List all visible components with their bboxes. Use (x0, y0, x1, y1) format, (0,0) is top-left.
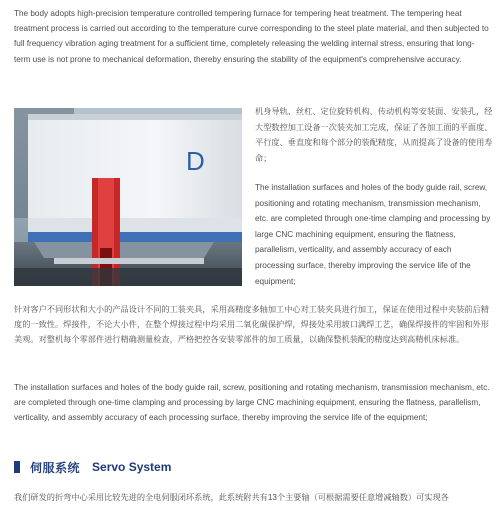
fixture-welding-paragraph-cn: 针对客户不同形状和大小的产品设计不同的工装夹具，采用高精度多轴加工中心对工装夹具进行加工，保证在使用过程中夹装前后精度的一致性。焊接件，不论大小件，在整个焊接过程中均采用二氧化碳保护焊，焊接处采用坡口满焊工艺，确保焊接件的牢固和外形美观。对整机每个零部件进行精确测量检查，严格把控各安装零部件的加工质量，以确保整机装配的精度达到高精机床标准。 (14, 305, 489, 345)
machine-letter: D (186, 146, 205, 176)
heat-treatment-paragraph: The body adopts high-precision temperature controlled tempering furnace for tempering heat treatment. The tempering heat treatment process is carried out according to the temperature curve corresponding to the steel plate material, and then subjected to full frequency vibration aging treatment for a sufficient time, completely releasing the welding internal stress, ensuring that long-term use is not prone to mechanical deformation, thereby ensuring the stability of the equipment's comprehensive accuracy. (14, 9, 489, 64)
section-title-en: Servo System (92, 460, 172, 474)
servo-intro-paragraph: 我们研发的折弯中心采用比较先进的全电伺服闭环系统，此系统附共有13个主要轴（可根据需要任意增减轴数）可实现各 (14, 493, 449, 502)
servo-system-heading (14, 458, 171, 476)
machine-photo (14, 108, 242, 286)
machining-paragraph-en-2: The installation surfaces and holes of the body guide rail, screw, positioning and rotating mechanism, transmission mechanism, etc. are completed through one-time clamping and processing by large CNC machining equipment, ensuring the flatness, parallelism, verticality, and assembly accuracy of each processing surface, thereby improving the service life of the equipment; (14, 383, 490, 423)
section-accent-bar (14, 461, 20, 473)
machining-paragraph-en: The installation surfaces and holes of the body guide rail, screw, positioning and rotating mechanism, transmission mechanism, etc. are completed through one-time clamping and processing by large CNC machining equipment, ensuring the flatness, parallelism, verticality, and assembly accuracy of each processing surface, thereby improving the service life of the equipment; (255, 183, 491, 286)
section-title-cn: 伺服系统 (30, 460, 81, 475)
machining-paragraph-cn: 机身导轨、丝杠、定位旋转机构、传动机构等安装面、安装孔，经大型数控加工设备一次装夹加工完成，保证了各加工面的平面度、平行度、垂直度和每个部分的装配精度，从而提高了设备的使用寿命； (255, 107, 493, 163)
